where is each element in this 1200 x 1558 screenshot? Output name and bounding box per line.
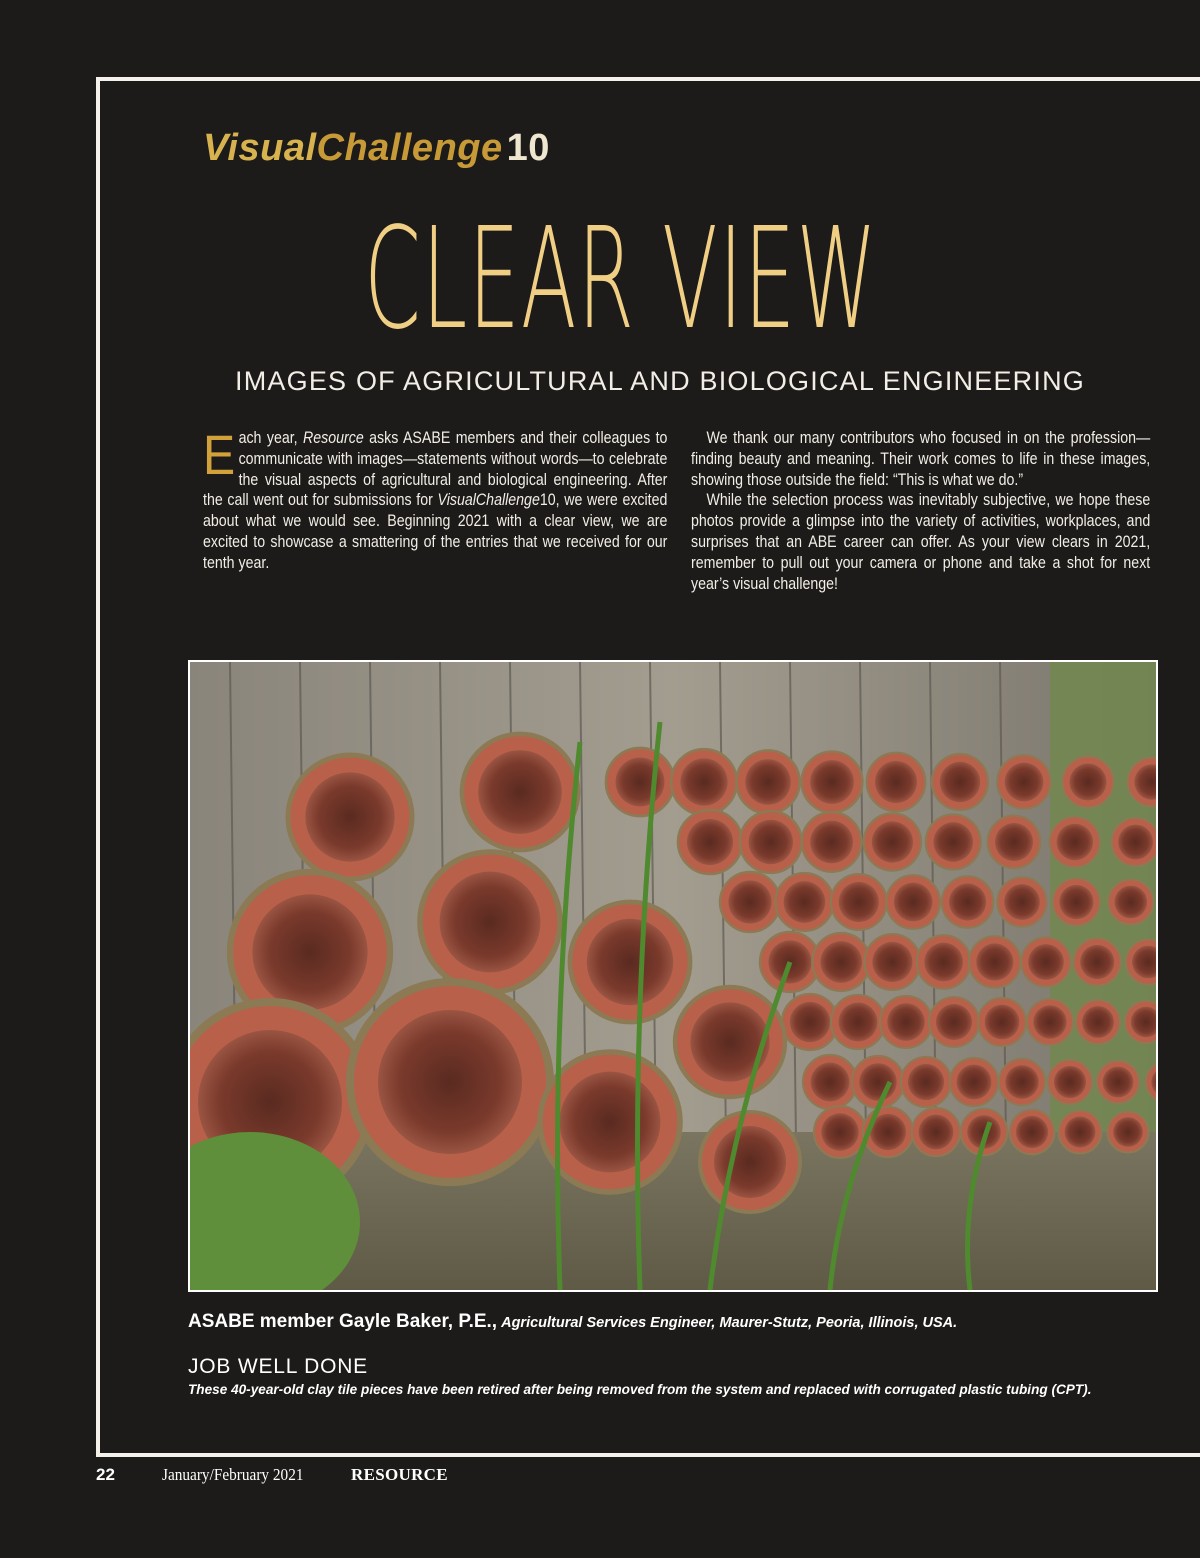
clay-tile bbox=[814, 1106, 866, 1158]
clay-tile bbox=[1048, 1060, 1093, 1105]
clay-tile bbox=[929, 997, 979, 1047]
clay-tile bbox=[1074, 938, 1121, 985]
photo-credit bbox=[188, 1311, 957, 1333]
clay-tile bbox=[720, 872, 780, 932]
clay-tile bbox=[867, 753, 925, 811]
clay-tile bbox=[880, 996, 932, 1048]
clay-tile bbox=[420, 852, 560, 992]
clay-tile bbox=[1097, 1061, 1140, 1104]
clay-tile bbox=[1108, 879, 1153, 924]
intro-column-left bbox=[203, 423, 668, 574]
clay-tile bbox=[802, 752, 863, 813]
issue-date: January/February 2021 bbox=[162, 1465, 304, 1484]
clay-tile bbox=[1010, 1110, 1055, 1155]
clay-tile bbox=[812, 933, 870, 991]
intro-paragraph-1 bbox=[203, 423, 668, 574]
clay-tile bbox=[736, 750, 799, 813]
clay-tile bbox=[997, 755, 1051, 809]
clay-tile bbox=[988, 816, 1041, 869]
intro-text: asks ASABE members and their colleagues to communicate with images—statements without words—to celebrate the visual aspects of agricultural and biological engineering. After the call went out for submissions for bbox=[203, 429, 668, 510]
clay-tile bbox=[540, 1052, 680, 1192]
clay-tile bbox=[912, 1108, 960, 1156]
clay-tile bbox=[999, 1059, 1045, 1105]
clay-tile bbox=[1027, 999, 1073, 1045]
clay-tile bbox=[740, 811, 802, 873]
clay-tile bbox=[1111, 818, 1156, 866]
clay-tile bbox=[950, 1058, 998, 1106]
clay-tile bbox=[969, 936, 1021, 988]
magazine-title: RESOURCE bbox=[351, 1465, 448, 1484]
clay-tile bbox=[462, 734, 578, 850]
clay-tile bbox=[350, 982, 550, 1182]
page-footer bbox=[96, 1465, 448, 1485]
intro-text: ach year, bbox=[238, 429, 304, 447]
clay-tile bbox=[775, 873, 833, 931]
intro-text: 10, we were excited about what we would see. Beginning 2021 with a clear view, we are excited to showcase a smattering of the entries that we received for our tenth year. bbox=[203, 491, 668, 572]
clay-tile bbox=[831, 995, 885, 1049]
photo-illustration bbox=[190, 662, 1156, 1290]
magazine-name: Resource bbox=[303, 429, 364, 447]
clay-tile bbox=[700, 1112, 800, 1212]
page-number: 22 bbox=[96, 1465, 115, 1484]
clay-tile bbox=[865, 934, 921, 990]
clay-tile bbox=[926, 814, 981, 869]
series-logo: VisualChallenge 10 bbox=[203, 127, 550, 169]
clay-tile bbox=[852, 1056, 904, 1108]
clay-tile bbox=[288, 755, 412, 879]
clay-tile bbox=[1053, 878, 1100, 925]
clay-tile bbox=[901, 1057, 951, 1107]
clay-tile bbox=[803, 1055, 857, 1109]
series-name: VisualChallenge bbox=[437, 491, 540, 510]
drop-cap: E bbox=[203, 423, 236, 486]
clay-tile bbox=[932, 754, 988, 810]
clay-tile bbox=[978, 998, 1026, 1046]
clay-tile bbox=[1050, 817, 1101, 868]
clay-tile bbox=[886, 875, 940, 929]
clay-tile bbox=[942, 876, 994, 928]
photo-caption: These 40-year-old clay tile pieces have been retired after being removed from the system and replaced with corrugated plastic tubing (CPT). bbox=[188, 1382, 1092, 1397]
photographer-name: ASABE member Gayle Baker, P.E., bbox=[188, 1311, 498, 1332]
clay-tile bbox=[678, 810, 742, 874]
clay-tile bbox=[675, 987, 785, 1097]
intro-paragraph-2: We thank our many contributors who focused in on the profession—finding beauty and meaning. Their work comes to life in these images, showing those outside the field: “This is what we do.” bbox=[691, 429, 1151, 489]
photographer-role: Agricultural Services Engineer, Maurer-Stutz, Peoria, Illinois, USA. bbox=[501, 1315, 958, 1331]
clay-tile bbox=[1059, 1111, 1102, 1154]
clay-tile bbox=[1062, 756, 1113, 807]
intro-paragraph-3: While the selection process was inevitably subjective, we hope these photos provide a glimpse into the variety of activities, workplaces, and surprises that an ABE career can offer. As your view clears in 2021, remember to pull out your camera or phone and take a shot for next year’s visual challenge! bbox=[691, 491, 1151, 593]
page-title: CLEAR VIEW bbox=[364, 198, 878, 361]
clay-tile bbox=[917, 935, 971, 989]
clay-tile bbox=[671, 749, 737, 815]
clay-tile bbox=[864, 813, 921, 870]
clay-tile bbox=[606, 748, 674, 816]
clay-tile bbox=[1021, 937, 1071, 987]
clay-tile bbox=[1076, 1000, 1120, 1044]
clay-tile bbox=[831, 874, 887, 930]
clay-tile bbox=[997, 877, 1047, 927]
intro-column-right bbox=[691, 428, 1150, 594]
page-subtitle: IMAGES OF AGRICULTURAL AND BIOLOGICAL ENGINEERING bbox=[235, 366, 1085, 396]
clay-tile bbox=[782, 994, 838, 1050]
clay-tile bbox=[570, 902, 690, 1022]
entry-title: JOB WELL DONE bbox=[188, 1355, 368, 1378]
clay-tile bbox=[1107, 1111, 1148, 1152]
clay-tile bbox=[802, 812, 862, 872]
clay-tile-photo bbox=[188, 660, 1158, 1292]
